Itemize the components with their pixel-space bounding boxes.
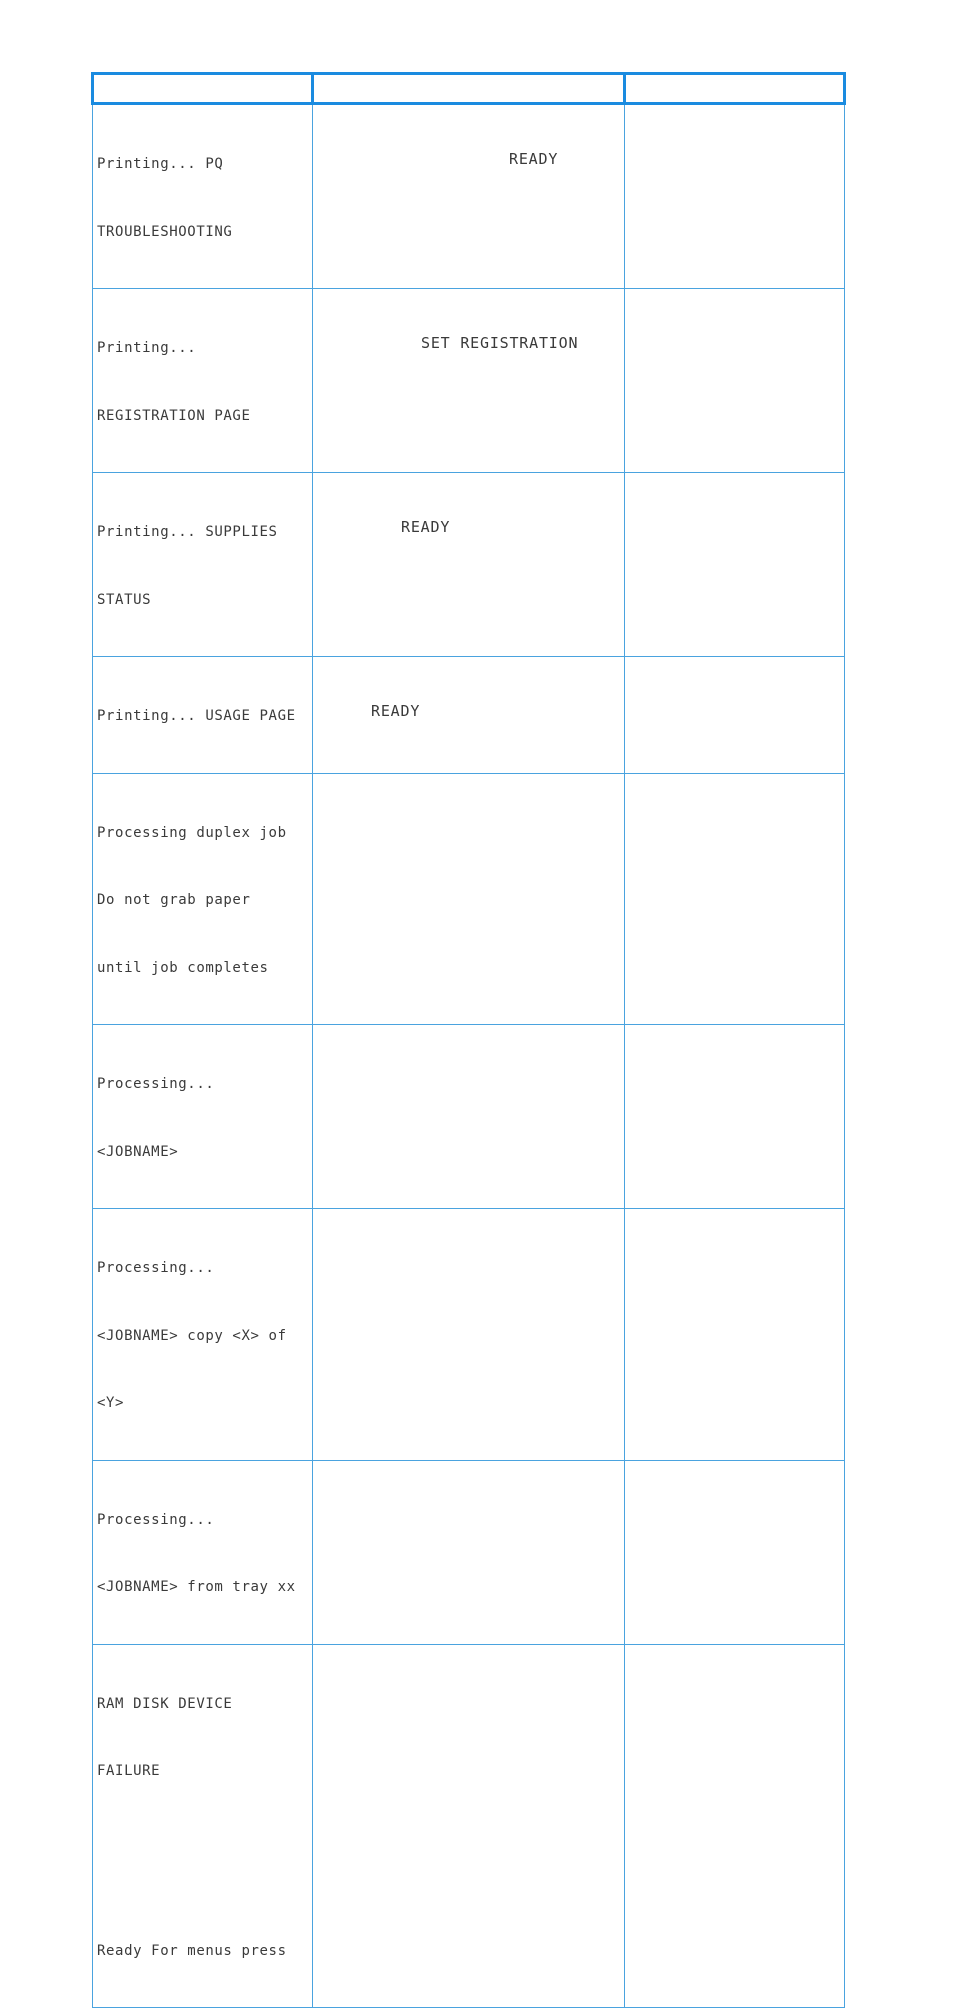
message-line: Printing... PQ bbox=[97, 156, 224, 172]
message-cell bbox=[93, 1025, 313, 1209]
table-header-row bbox=[93, 74, 845, 104]
table-row bbox=[93, 289, 845, 473]
message-line: Do not grab paper bbox=[97, 892, 251, 908]
message-line: Processing... bbox=[97, 1076, 215, 1092]
message-line: Printing... USAGE PAGE bbox=[97, 708, 296, 724]
action-cell bbox=[625, 657, 845, 774]
message-line: REGISTRATION PAGE bbox=[97, 407, 251, 424]
message-cell bbox=[93, 473, 313, 657]
header-action bbox=[625, 74, 845, 104]
action-cell bbox=[625, 1209, 845, 1461]
message-line: Printing... bbox=[97, 340, 197, 356]
table-row bbox=[93, 1644, 845, 2008]
table-row bbox=[93, 104, 845, 289]
description-keyword: READY bbox=[371, 702, 421, 720]
table-row bbox=[93, 1025, 845, 1209]
action-cell bbox=[625, 104, 845, 289]
description-cell bbox=[313, 1209, 625, 1461]
description-cell bbox=[313, 1025, 625, 1209]
message-line: until job completes bbox=[97, 959, 269, 976]
description-cell bbox=[313, 1460, 625, 1644]
message-line: TROUBLESHOOTING bbox=[97, 223, 233, 240]
description-keyword: READY bbox=[401, 518, 451, 536]
message-line: <Y> bbox=[97, 1395, 125, 1411]
action-cell bbox=[625, 1460, 845, 1644]
table-row bbox=[93, 1460, 845, 1644]
table-row bbox=[93, 473, 845, 657]
table-row bbox=[93, 773, 845, 1025]
message-line: RAM DISK DEVICE bbox=[97, 1695, 233, 1712]
action-cell bbox=[625, 473, 845, 657]
description-cell bbox=[313, 289, 625, 473]
action-cell bbox=[625, 773, 845, 1025]
action-cell bbox=[625, 1025, 845, 1209]
description-cell bbox=[313, 657, 625, 774]
message-line: Processing duplex job bbox=[97, 824, 287, 841]
message-line: Processing... bbox=[97, 1511, 215, 1528]
message-line: <JOBNAME> copy <X> of bbox=[97, 1327, 287, 1344]
message-line: <JOBNAME> bbox=[97, 1143, 179, 1160]
message-line: Printing... SUPPLIES bbox=[97, 524, 278, 540]
header-description bbox=[313, 74, 625, 104]
message-cell bbox=[93, 1460, 313, 1644]
description-cell bbox=[313, 473, 625, 657]
message-line: <JOBNAME> from tray xx bbox=[97, 1579, 296, 1595]
description-cell bbox=[313, 1644, 625, 2008]
message-line: Processing... bbox=[97, 1260, 215, 1276]
message-line: STATUS bbox=[97, 591, 152, 608]
description-cell bbox=[313, 104, 625, 289]
message-cell bbox=[93, 1644, 313, 2008]
message-table bbox=[91, 72, 846, 2008]
action-cell bbox=[625, 1644, 845, 2008]
message-cell bbox=[93, 289, 313, 473]
message-footer: Ready For menus press bbox=[97, 1942, 287, 1959]
message-cell bbox=[93, 1209, 313, 1461]
message-line: FAILURE bbox=[97, 1763, 161, 1779]
description-cell bbox=[313, 773, 625, 1025]
table-row bbox=[93, 1209, 845, 1461]
header-message bbox=[93, 74, 313, 104]
table-row bbox=[93, 657, 845, 774]
description-keyword: READY bbox=[509, 150, 559, 168]
message-cell bbox=[93, 657, 313, 774]
action-cell bbox=[625, 289, 845, 473]
message-cell bbox=[93, 104, 313, 289]
description-keyword: SET REGISTRATION bbox=[421, 334, 579, 352]
message-cell bbox=[93, 773, 313, 1025]
